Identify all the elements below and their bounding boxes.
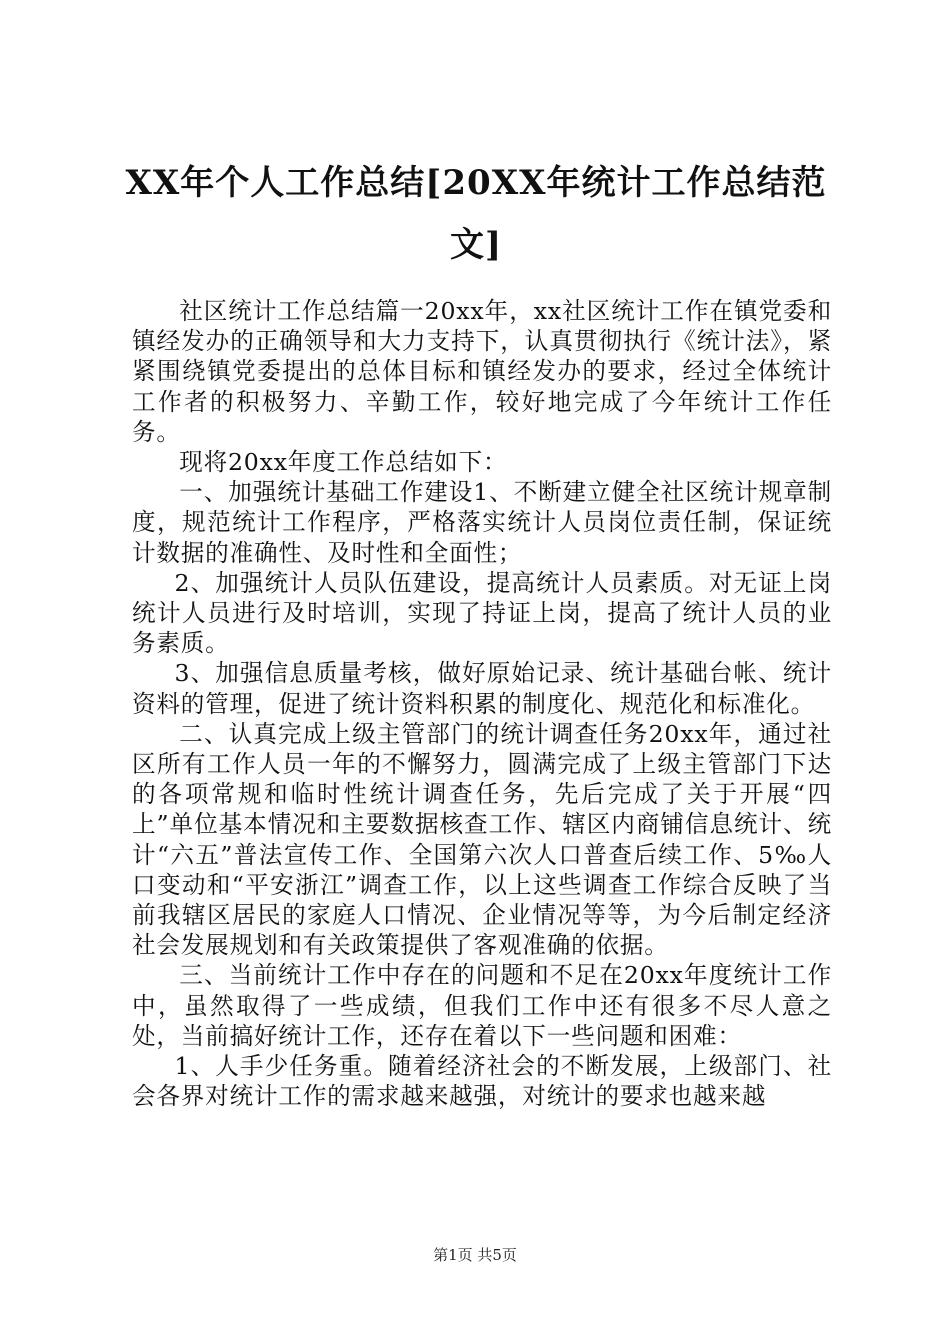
paragraph: 社区统计工作总结篇一20xx年，xx社区统计工作在镇党委和镇经发办的正确领导和大力支持下，认真贯彻执行《统计法》，紧紧围绕镇党委提出的总体目标和镇经发办的要求，经过全体统计工作者的积极努力、辛勤工作，较好地完成了今年统计工作任务。 xyxy=(132,297,832,446)
paragraph: 2、加强统计人员队伍建设，提高统计人员素质。对无证上岗统计人员进行及时培训，实现了持证上岗，提高了统计人员的业务素质。 xyxy=(132,568,832,658)
paragraph: 3、加强信息质量考核，做好原始记录、统计基础台帐、统计资料的管理，促进了统计资料积累的制度化、规范化和标准化。 xyxy=(132,659,832,718)
document-title: XX年个人工作总结[20XX年统计工作总结范文] xyxy=(125,163,827,265)
paragraph: 一、加强统计基础工作建设1、不断建立健全社区统计规章制度，规范统计工作程序，严格落实统计人员岗位责任制，保证统计数据的准确性、及时性和全面性； xyxy=(132,478,832,567)
page-footer: 第1页 共5页 xyxy=(433,1246,517,1264)
paragraph: 三、当前统计工作中存在的问题和不足在20xx年度统计工作中，虽然取得了一些成绩，但我们工作中还有很多不尽人意之处，当前搞好统计工作，还存在着以下一些问题和困难： xyxy=(132,961,832,1050)
document-body xyxy=(132,296,832,1111)
paragraph: 二、认真完成上级主管部门的统计调查任务20xx年，通过社区所有工作人员一年的不懈努力，圆满完成了上级主管部门下达的各项常规和临时性统计调查任务，先后完成了关于开展“四上”单位基本情况和主要数据核查工作、辖区内商铺信息统计、统计“六五”普法宣传工作、全国第六次人口普查后续工作、5‰人口变动和“平安浙江”调查工作，以上这些调查工作综合反映了当前我辖区居民的家庭人口情况、企业情况等等，为今后制定经济社会发展规划和有关政策提供了客观准确的依据。 xyxy=(132,719,832,960)
paragraph: 1、人手少任务重。随着经济社会的不断发展，上级部门、社会各界对统计工作的需求越来越强，对统计的要求也越来越 xyxy=(132,1052,832,1111)
paragraph: 现将20xx年度工作总结如下： xyxy=(179,448,508,477)
